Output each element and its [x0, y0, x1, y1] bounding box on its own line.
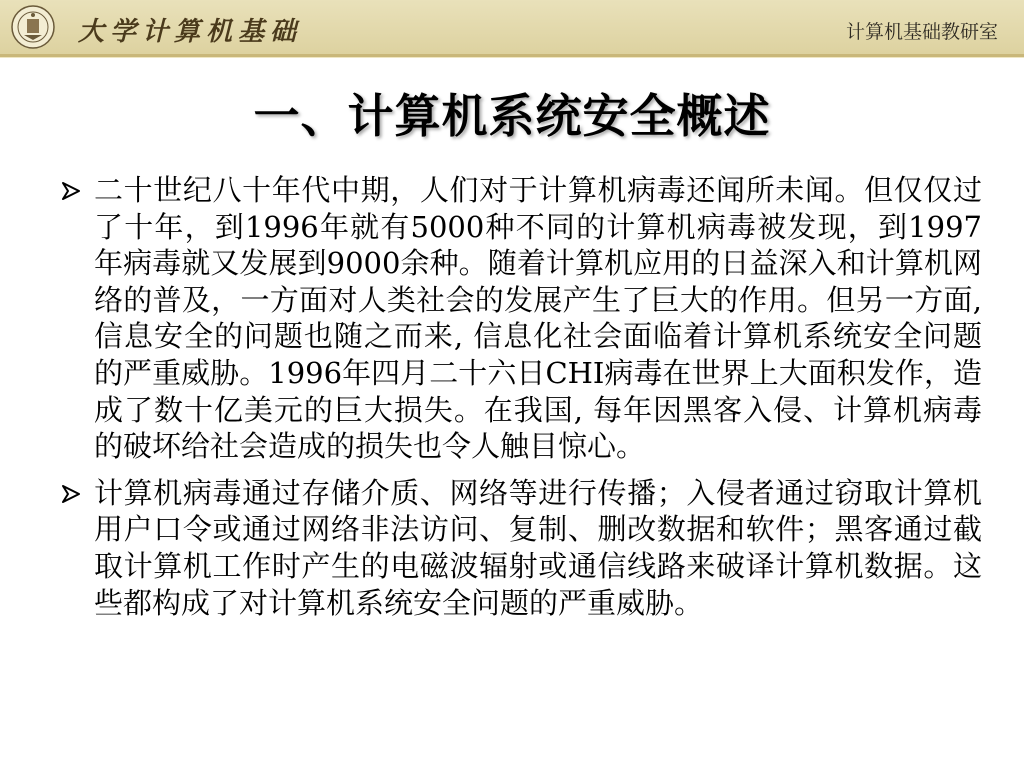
- bullet-text: 计算机病毒通过存储介质、网络等进行传播；入侵者通过窃取计算机用户口令或通过网络非法访问、复制、删改数据和软件；黑客通过截取计算机工作时产生的电磁波辐射或通信线路来破译计算机数据。这些都构成了对计算机系统安全问题的严重威胁。: [94, 475, 982, 620]
- arrow-bullet-icon: [60, 483, 82, 505]
- arrow-bullet-icon: [60, 180, 82, 202]
- slide-body: [52, 172, 982, 631]
- department-label: 计算机基础教研室: [845, 21, 998, 43]
- bullet-text: 二十世纪八十年代中期，人们对于计算机病毒还闻所未闻。但仅仅过了十年，到1996年就有5000种不同的计算机病毒被发现，到1997年病毒就又发展到9000余种。随着计算机应用的日益深入和计算机网络的普及，一方面对人类社会的发展产生了巨大的作用。但另一方面, 信息安全的问题也随之而来, 信息化社会面临着计算机系统安全问题的严重威胁。1996年四月二十六日CHI病毒在世界上大面积发作，造成了数十亿美元的巨大损失。在我国, 每年因黑客入侵、计算机病毒的破坏给社会造成的损失也令人触目惊心。: [94, 173, 982, 464]
- slide-header: [0, 0, 1024, 57]
- university-seal-icon: [10, 4, 56, 50]
- header-divider: [0, 57, 1024, 58]
- brand-title: 大学计算机基础: [78, 17, 303, 47]
- slide-title: 一、计算机系统安全概述: [253, 89, 771, 143]
- bullet-item: [52, 172, 982, 465]
- bullet-item: [52, 475, 982, 621]
